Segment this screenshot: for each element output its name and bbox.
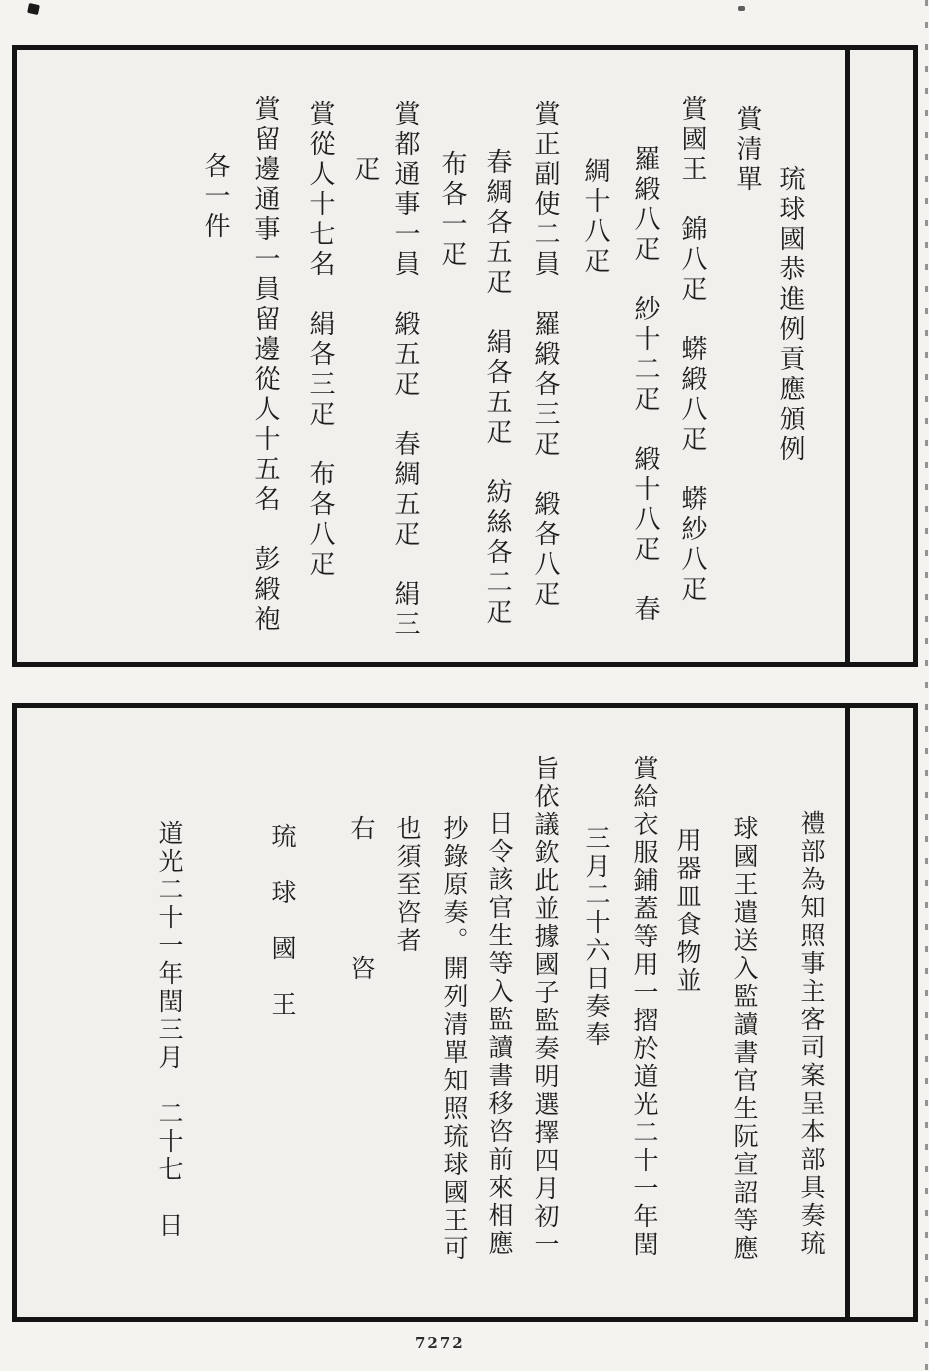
manuscript-column: 賞都通事一員 緞五疋 春綢五疋 絹三 xyxy=(390,100,420,640)
page-number: 7272 xyxy=(415,1334,465,1352)
scan-speck xyxy=(738,6,745,11)
binding-edge-marks xyxy=(925,0,928,1371)
manuscript-column: 賞正副使二員 羅緞各三疋 緞各八疋 xyxy=(530,100,560,610)
manuscript-column: 布各一疋 xyxy=(437,150,467,270)
manuscript-column: 賞留邊通事一員留邊從人十五名 彭緞袍 xyxy=(250,95,280,635)
manuscript-column: 日令該官生等入監讀書移咨前來相應 xyxy=(485,810,514,1258)
manuscript-column: 疋 xyxy=(350,155,380,185)
document-page-reward-list xyxy=(12,45,918,667)
manuscript-column: 道光二十一年閏三月 二十七 日 xyxy=(155,820,184,1240)
manuscript-column: 綢十八疋 xyxy=(580,157,610,277)
manuscript-column: 賞從人十七名 絹各三疋 布各八疋 xyxy=(305,100,335,580)
manuscript-column: 羅緞八疋 紗十二疋 緞十八疋 春 xyxy=(630,145,660,625)
manuscript-column: 禮部為知照事主客司案呈本部具奏琉 xyxy=(797,810,826,1258)
manuscript-column: 賞給衣服鋪蓋等用一摺於道光二十一年閏 xyxy=(630,755,659,1259)
manuscript-column: 各一件 xyxy=(200,152,230,242)
manuscript-column: 琉 球 國 王 xyxy=(268,823,297,1019)
manuscript-column: 也須至咨者 xyxy=(393,815,422,955)
inner-margin-rule xyxy=(845,50,850,662)
manuscript-column: 琉球國恭進例貢應頒例 xyxy=(775,165,805,465)
manuscript-column: 春綢各五疋 絹各五疋 紡絲各二疋 xyxy=(482,148,512,628)
manuscript-column: 三月二十六日奏奉 xyxy=(582,825,611,1049)
manuscript-column: 右 咨 xyxy=(347,815,376,983)
manuscript-column: 用器皿食物並 xyxy=(673,827,702,995)
manuscript-column: 抄錄原奏。開列清單知照琉球國王可 xyxy=(440,815,469,1263)
manuscript-column: 旨依議欽此並據國子監奏明選擇四月初一 xyxy=(531,755,560,1259)
scan-speck xyxy=(27,3,40,15)
manuscript-column: 賞國王 錦八疋 蟒緞八疋 蟒紗八疋 xyxy=(677,95,707,605)
inner-margin-rule xyxy=(845,708,850,1317)
manuscript-column: 賞清單 xyxy=(732,105,762,195)
document-page-rites-notice xyxy=(12,703,918,1322)
manuscript-column: 球國王遣送入監讀書官生阮宣詔等應 xyxy=(730,815,759,1263)
